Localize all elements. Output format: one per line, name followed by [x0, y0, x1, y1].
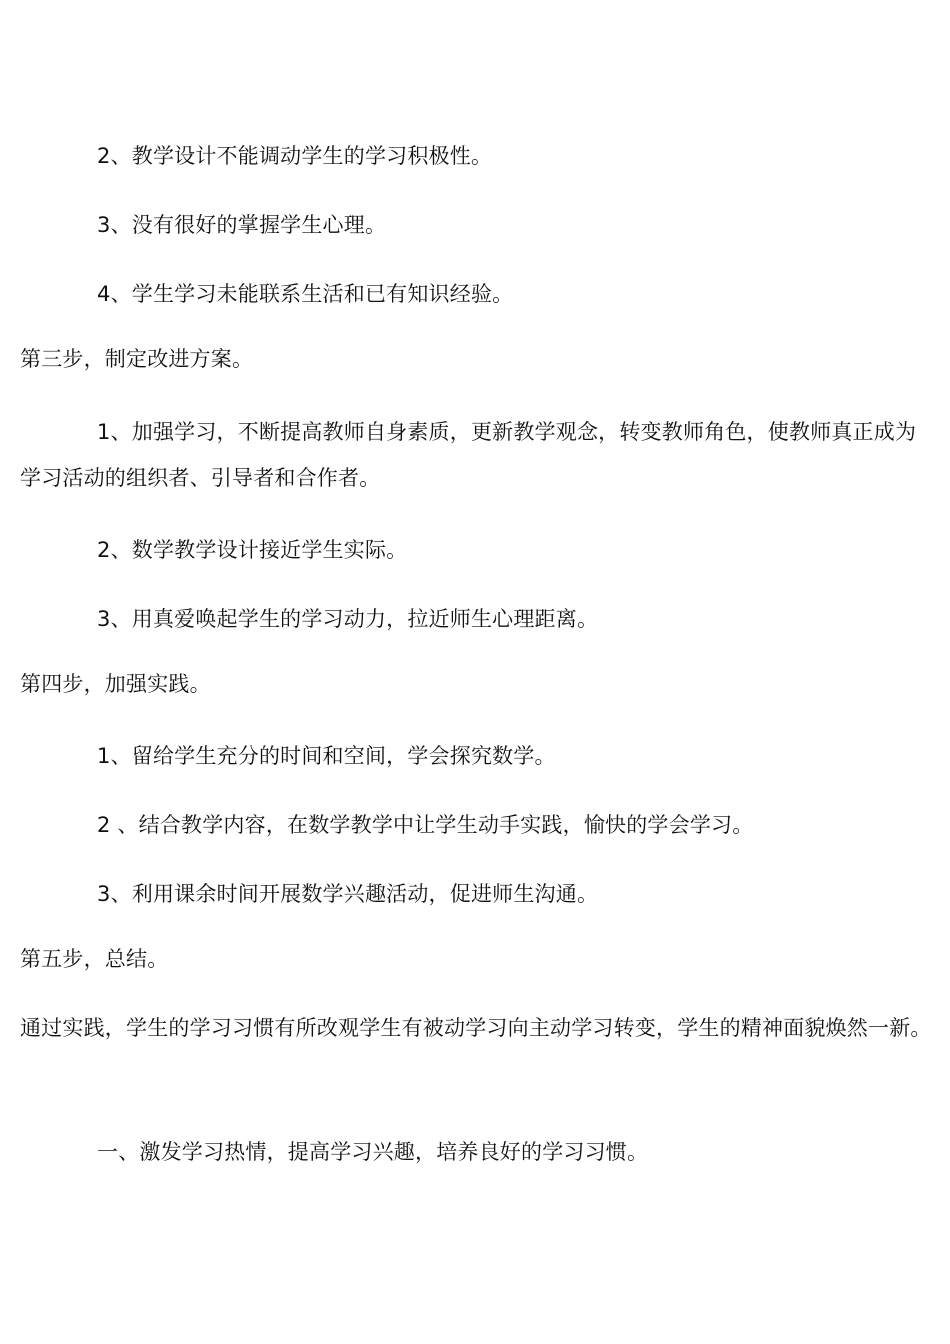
plan-item-2: 2、数学教学设计接近学生实际。: [97, 538, 408, 562]
step-three-heading: 第三步，制定改进方案。: [20, 347, 254, 371]
step-four-heading: 第四步，加强实践。: [20, 672, 211, 696]
section-one-heading: 一、激发学习热情，提高学习兴趣，培养良好的学习习惯。: [97, 1140, 649, 1164]
plan-item-1: 1、加强学习，不断提高教师自身素质，更新教学观念，转变教师角色，使教师真正成为学习活动的组织者、引导者和合作者。: [20, 420, 917, 490]
paragraph-item-4: 4、学生学习未能联系生活和已有知识经验。: [97, 282, 514, 306]
step-five-heading: 第五步，总结。: [20, 947, 169, 971]
summary-paragraph: 通过实践，学生的学习习惯有所改观学生有被动学习向主动学习转变，学生的精神面貌焕然一新。: [20, 1016, 932, 1040]
practice-item-1: 1、留给学生充分的时间和空间，学会探究数学。: [97, 744, 556, 768]
paragraph-item-3: 3、没有很好的掌握学生心理。: [97, 213, 387, 237]
practice-item-3: 3、利用课余时间开展数学兴趣活动，促进师生沟通。: [97, 882, 599, 906]
practice-item-2: 2 、结合教学内容，在数学教学中让学生动手实践，愉快的学会学习。: [97, 813, 754, 837]
paragraph-item-2: 2、教学设计不能调动学生的学习积极性。: [97, 144, 493, 168]
plan-item-3: 3、用真爱唤起学生的学习动力，拉近师生心理距离。: [97, 607, 599, 631]
